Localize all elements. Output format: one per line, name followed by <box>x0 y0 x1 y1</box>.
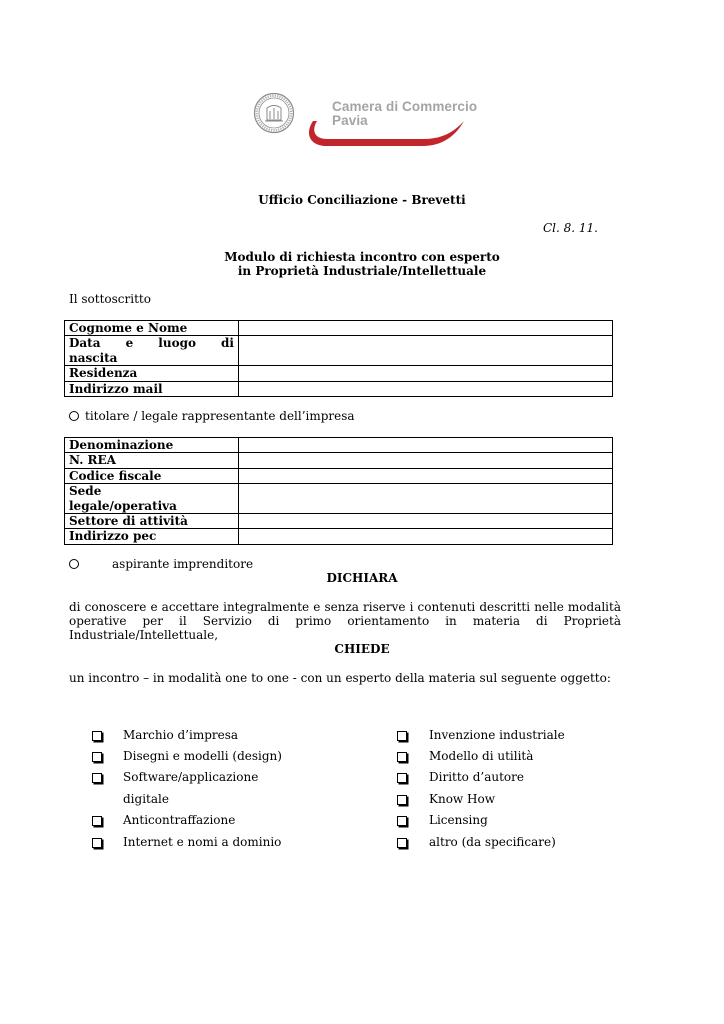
field-tax-code[interactable] <box>239 468 613 483</box>
field-surname-name[interactable] <box>239 321 613 336</box>
checkbox-software-icon[interactable] <box>92 773 102 783</box>
org-name-line2: Pavia <box>332 113 368 128</box>
checkbox-trademark-icon[interactable] <box>92 731 102 741</box>
form-title-line2: in Proprietà Industriale/Intellettuale <box>237 264 487 278</box>
option-aspirant-label: aspirante imprenditore <box>112 557 254 571</box>
topic-utility-model: Modello di utilità <box>429 749 534 763</box>
table-row <box>65 529 613 544</box>
topic-invention: Invenzione industriale <box>429 728 565 742</box>
label-office-seat-line2: legale/operativa <box>69 498 177 513</box>
label-office-seat-line1: Sede <box>69 484 102 499</box>
form-title-line1: Modulo di richiesta incontro con esperto <box>224 250 500 264</box>
topic-know-how: Know How <box>429 792 495 806</box>
topic-licensing: Licensing <box>429 813 488 827</box>
label-pec: Indirizzo pec <box>65 529 239 544</box>
checkbox-other-icon[interactable] <box>397 838 407 848</box>
table-row <box>65 336 613 366</box>
option-owner-label: titolare / legale rappresentante dell’impresa <box>85 409 355 423</box>
field-office-seat[interactable] <box>239 484 613 514</box>
checkbox-licensing-icon[interactable] <box>397 816 407 826</box>
classification-code: Cl. 8. 11. <box>543 221 598 235</box>
declares-text-line2: operative per il Servizio di primo orientamento in materia di Proprietà <box>69 614 621 628</box>
label-office-seat <box>65 484 239 514</box>
field-pec[interactable] <box>239 529 613 544</box>
table-row <box>65 381 613 396</box>
label-birth-line2: nascita <box>69 350 118 365</box>
label-rea: N. REA <box>65 453 239 468</box>
radio-owner-icon[interactable] <box>69 411 79 421</box>
office-title: Ufficio Conciliazione - Brevetti <box>258 193 466 207</box>
radio-aspirant-icon[interactable] <box>69 559 79 569</box>
requests-text: un incontro – in modalità one to one - con un esperto della materia sul seguente oggetto: <box>69 671 611 685</box>
declares-text-line3: Industriale/Intellettuale, <box>69 628 219 642</box>
declares-heading: DICHIARA <box>326 571 398 585</box>
table-row <box>65 366 613 381</box>
field-company-name[interactable] <box>239 438 613 453</box>
topic-software-cont: digitale <box>123 792 169 806</box>
label-birth <box>65 336 239 366</box>
topic-domains: Internet e nomi a dominio <box>123 835 282 849</box>
checkbox-design-icon[interactable] <box>92 752 102 762</box>
field-rea[interactable] <box>239 453 613 468</box>
label-email: Indirizzo mail <box>65 381 239 396</box>
topic-software: Software/applicazione <box>123 770 259 784</box>
table-row <box>65 321 613 336</box>
label-birth-line1: Data e luogo di <box>69 336 234 351</box>
topic-trademark: Marchio d’impresa <box>123 728 239 742</box>
table-row <box>65 438 613 453</box>
field-residence[interactable] <box>239 366 613 381</box>
table-row <box>65 484 613 514</box>
checkbox-anticounterfeit-icon[interactable] <box>92 816 102 826</box>
label-surname-name: Cognome e Nome <box>65 321 239 336</box>
option-aspirant[interactable] <box>69 557 85 572</box>
checkbox-invention-icon[interactable] <box>397 731 407 741</box>
checkbox-know-how-icon[interactable] <box>397 795 407 805</box>
topic-copyright: Diritto d’autore <box>429 770 524 784</box>
label-residence: Residenza <box>65 366 239 381</box>
checkbox-copyright-icon[interactable] <box>397 773 407 783</box>
requests-heading: CHIEDE <box>334 642 390 656</box>
topic-design: Disegni e modelli (design) <box>123 749 282 763</box>
table-row <box>65 468 613 483</box>
field-birth[interactable] <box>239 336 613 366</box>
table-row <box>65 514 613 529</box>
option-owner[interactable] <box>69 409 355 424</box>
intro-text: Il sottoscritto <box>69 292 151 306</box>
checkbox-domains-icon[interactable] <box>92 838 102 848</box>
topic-other: altro (da specificare) <box>429 835 556 849</box>
company-table <box>64 437 613 545</box>
label-company-name: Denominazione <box>65 438 239 453</box>
person-table <box>64 320 613 397</box>
brand-swoosh-logo <box>303 115 465 151</box>
declares-text-line1: di conoscere e accettare integralmente e senza riserve i contenuti descritti nelle modalità <box>69 600 621 614</box>
checkbox-utility-model-icon[interactable] <box>397 752 407 762</box>
field-email[interactable] <box>239 381 613 396</box>
table-row <box>65 453 613 468</box>
label-sector: Settore di attività <box>65 514 239 529</box>
chamber-seal-logo <box>253 92 295 134</box>
org-name-line1: Camera di Commercio <box>332 99 478 114</box>
field-sector[interactable] <box>239 514 613 529</box>
label-tax-code: Codice fiscale <box>65 468 239 483</box>
topic-anticounterfeit: Anticontraffazione <box>123 813 236 827</box>
